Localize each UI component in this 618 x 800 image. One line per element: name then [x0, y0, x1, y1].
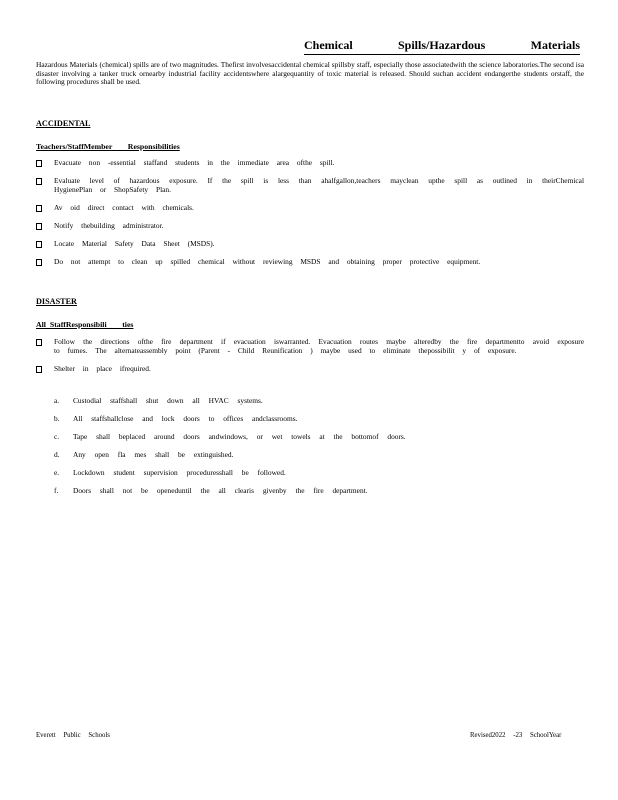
intro-paragraph: Hazardous Materials (chemical) spills are of two magnitudes. Thefirst involvesaccidental chemical spillsby staff, especially those associatedwith the science laboratories.The second isa disaster involving a tanker truck ornearby industrial facility accidentswhere alargequantity of toxic material is released. Should suchan accident endangerthe students orstaff, the following procedures shall be used.	[36, 60, 584, 87]
footer-revision: Revised2022 -23 SchoolYear	[470, 732, 562, 739]
sub-list-item: d. Any open fla mes shall be extinguished.	[54, 449, 234, 459]
list-item: Follow the directions ofthe fire department if evacuation iswarranted. Evacuation routes maybe alteredby the fire departmentto avoid exposure to fumes. The alternateassembly point (Parent - Child Reunification ) maybe used to eliminate thepossibilit y of exposure.	[36, 338, 584, 355]
list-item: Evaluate level of hazardous exposure. If the spill is less than ahalfgallon,teachers mayclean upthe spill as outlined in theirChemical HygienePlan or ShopSafety Plan.	[36, 177, 584, 194]
accidental-list	[36, 159, 584, 276]
sub-list-item: e. Lockdown student supervision proceduresshall be followed.	[54, 467, 286, 477]
title-part-2: Spills/Hazardous	[397, 38, 486, 52]
disaster-heading: DISASTER	[36, 297, 77, 306]
disaster-list	[36, 338, 584, 383]
sub-list-item: b. All staffshallclose and lock doors to offices andclassrooms.	[54, 413, 298, 423]
title-part-1: Chemical	[304, 38, 353, 52]
title-part-3: Materials	[530, 38, 580, 52]
list-item: Locate Material Safety Data Sheet (MSDS).	[36, 240, 584, 249]
disaster-subheading: All StaffResponsibili ties	[36, 320, 134, 329]
checkbox-bullet-icon	[36, 366, 42, 373]
sub-list-item: f. Doors shall not be openeduntil the all clearis givenby the fire department.	[54, 485, 368, 495]
sub-list-item: a. Custodial staffshall shut down all HVAC systems.	[54, 396, 263, 405]
checkbox-bullet-icon	[36, 241, 42, 248]
list-item: Do not attempt to clean up spilled chemical without reviewing MSDS and obtaining proper protective equipment.	[36, 258, 584, 267]
sub-list-item: c. Tape shall beplaced around doors andwindows, or wet towels at the bottomof doors.	[54, 431, 406, 441]
checkbox-bullet-icon	[36, 205, 42, 212]
checkbox-bullet-icon	[36, 223, 42, 230]
footer-organization: Everett Public Schools	[36, 732, 110, 739]
document-title	[304, 38, 580, 55]
list-item: Shelter in place ifrequired.	[36, 365, 584, 374]
checkbox-bullet-icon	[36, 339, 42, 346]
list-item: Notify thebuilding administrator.	[36, 222, 584, 231]
checkbox-bullet-icon	[36, 160, 42, 167]
accidental-heading: ACCIDENTAL	[36, 119, 91, 128]
accidental-subheading: Teachers/StaffMember Responsibilities	[36, 142, 180, 151]
checkbox-bullet-icon	[36, 259, 42, 266]
checkbox-bullet-icon	[36, 178, 42, 185]
shelter-sublist	[54, 397, 574, 505]
list-item: Evacuate non -essential staffand students in the immediate area ofthe spill.	[36, 159, 584, 168]
list-item: Av oid direct contact with chemicals.	[36, 204, 584, 213]
